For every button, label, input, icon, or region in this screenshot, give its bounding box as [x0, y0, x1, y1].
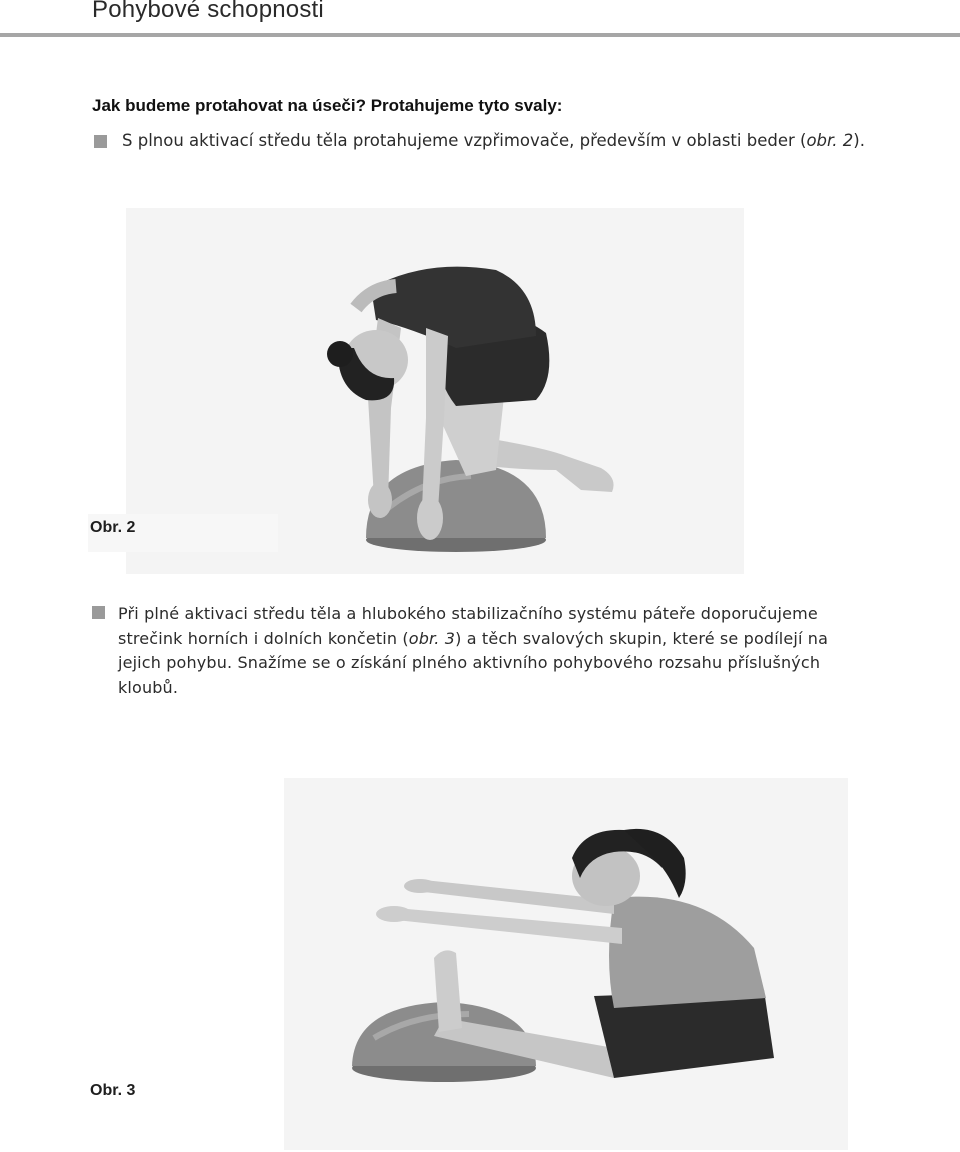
bullet-paragraph-2: Při plné aktivaci středu těla a hlubokého stabilizačního systému páteře doporučujeme strečink horních i dolních končetin (obr. 3) a těch svalových skupin, které se podílejí na jejich pohybu. Snažíme se o získání plného aktivního pohybového rozsahu příslušných kloubů.: [118, 604, 829, 697]
figure-caption: Obr. 2: [90, 519, 136, 536]
figure-reference: obr. 2: [806, 131, 854, 150]
section-heading: Jak budeme protahovat na úseči? Protahujeme tyto svaly:: [92, 96, 563, 115]
figure-caption: Obr. 3: [90, 1082, 136, 1099]
figure-3-photo: [284, 778, 848, 1150]
page-header-title: Pohybové schopnosti: [92, 0, 324, 23]
woman-seated-stretch-with-balance-dome-photo-icon: [284, 778, 848, 1150]
header-divider: [0, 33, 960, 37]
figure-reference: obr. 3: [408, 628, 456, 648]
bullet-square-icon: [92, 606, 105, 619]
bullet-paragraph-1: S plnou aktivací středu těla protahujeme vzpřimovače, především v oblasti beder (obr. 2).: [122, 131, 865, 150]
bullet-square-icon: [94, 135, 107, 148]
